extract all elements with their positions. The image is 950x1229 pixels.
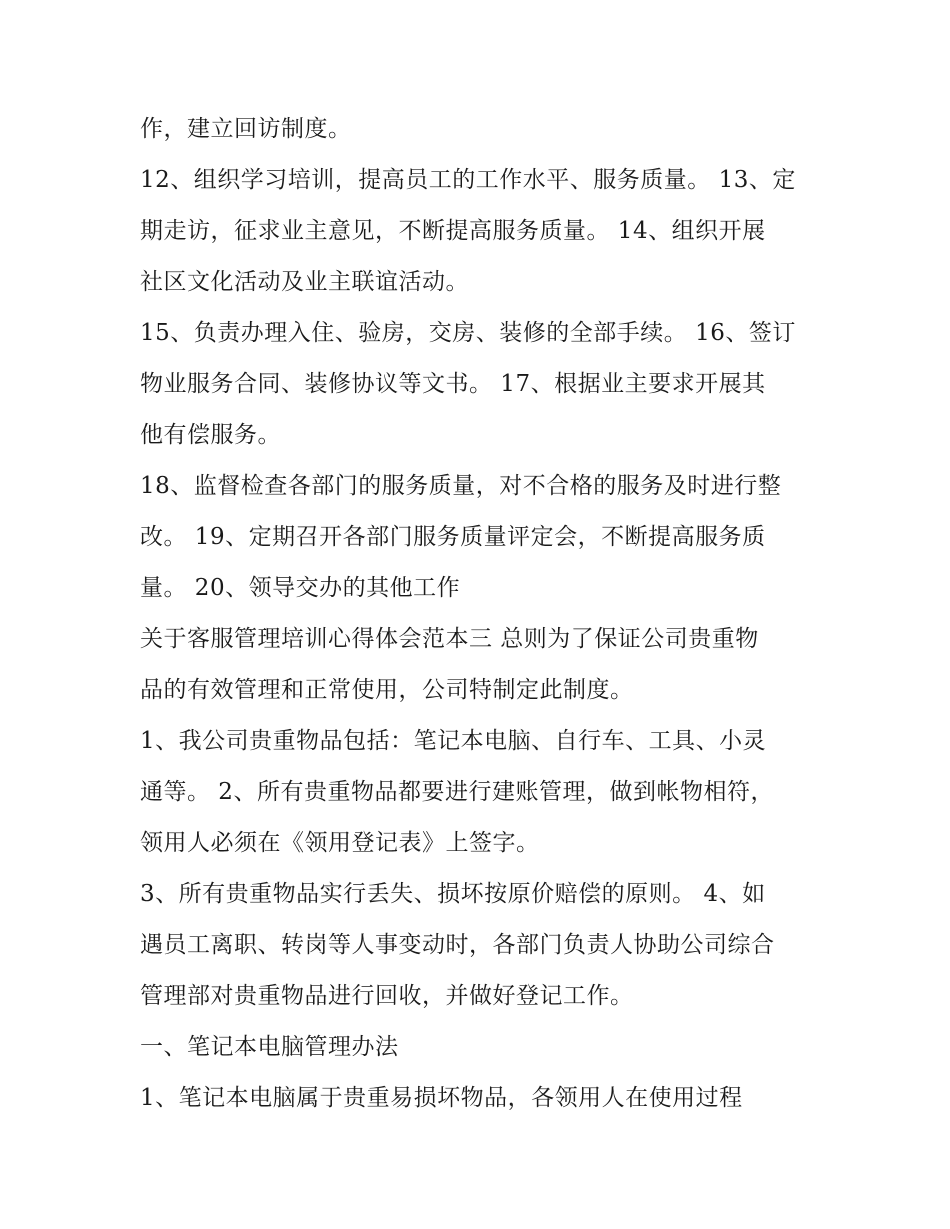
text-line: 量。 20、领导交办的其他工作	[140, 575, 461, 601]
text-line: 关于客服管理培训心得体会范本三 总则为了保证公司贵重物	[140, 626, 759, 652]
section-heading: 一、笔记本电脑管理办法	[140, 1034, 399, 1060]
text-line: 他有偿服务。	[140, 422, 281, 448]
text-line: 通等。 2、所有贵重物品都要进行建账管理，做到帐物相符，	[140, 779, 774, 805]
text-line: 18、监督检查各部门的服务质量，对不合格的服务及时进行整	[140, 473, 782, 499]
text-line: 管理部对贵重物品进行回收，并做好登记工作。	[140, 983, 634, 1009]
text-line: 1、我公司贵重物品包括：笔记本电脑、自行车、工具、小灵	[140, 728, 767, 754]
document-body	[140, 104, 820, 1124]
text-line: 3、所有贵重物品实行丢失、损坏按原价赔偿的原则。 4、如	[140, 881, 766, 907]
text-line: 遇员工离职、转岗等人事变动时，各部门负责人协助公司综合	[140, 932, 775, 958]
text-line: 作，建立回访制度。	[140, 116, 352, 142]
text-line: 品的有效管理和正常使用，公司特制定此制度。	[140, 677, 634, 703]
text-line: 领用人必须在《领用登记表》上签字。	[140, 830, 540, 856]
text-line: 12、组织学习培训，提高员工的工作水平、服务质量。 13、定	[140, 167, 796, 193]
text-line: 15、负责办理入住、验房，交房、装修的全部手续。 16、签订	[140, 320, 796, 346]
text-line: 期走访，征求业主意见，不断提高服务质量。 14、组织开展	[140, 218, 766, 244]
text-line: 1、笔记本电脑属于贵重易损坏物品，各领用人在使用过程	[140, 1085, 743, 1111]
text-line: 社区文化活动及业主联谊活动。	[140, 269, 469, 295]
text-line: 改。 19、定期召开各部门服务质量评定会，不断提高服务质	[140, 524, 766, 550]
text-line: 物业服务合同、装修协议等文书。 17、根据业主要求开展其	[140, 371, 766, 397]
